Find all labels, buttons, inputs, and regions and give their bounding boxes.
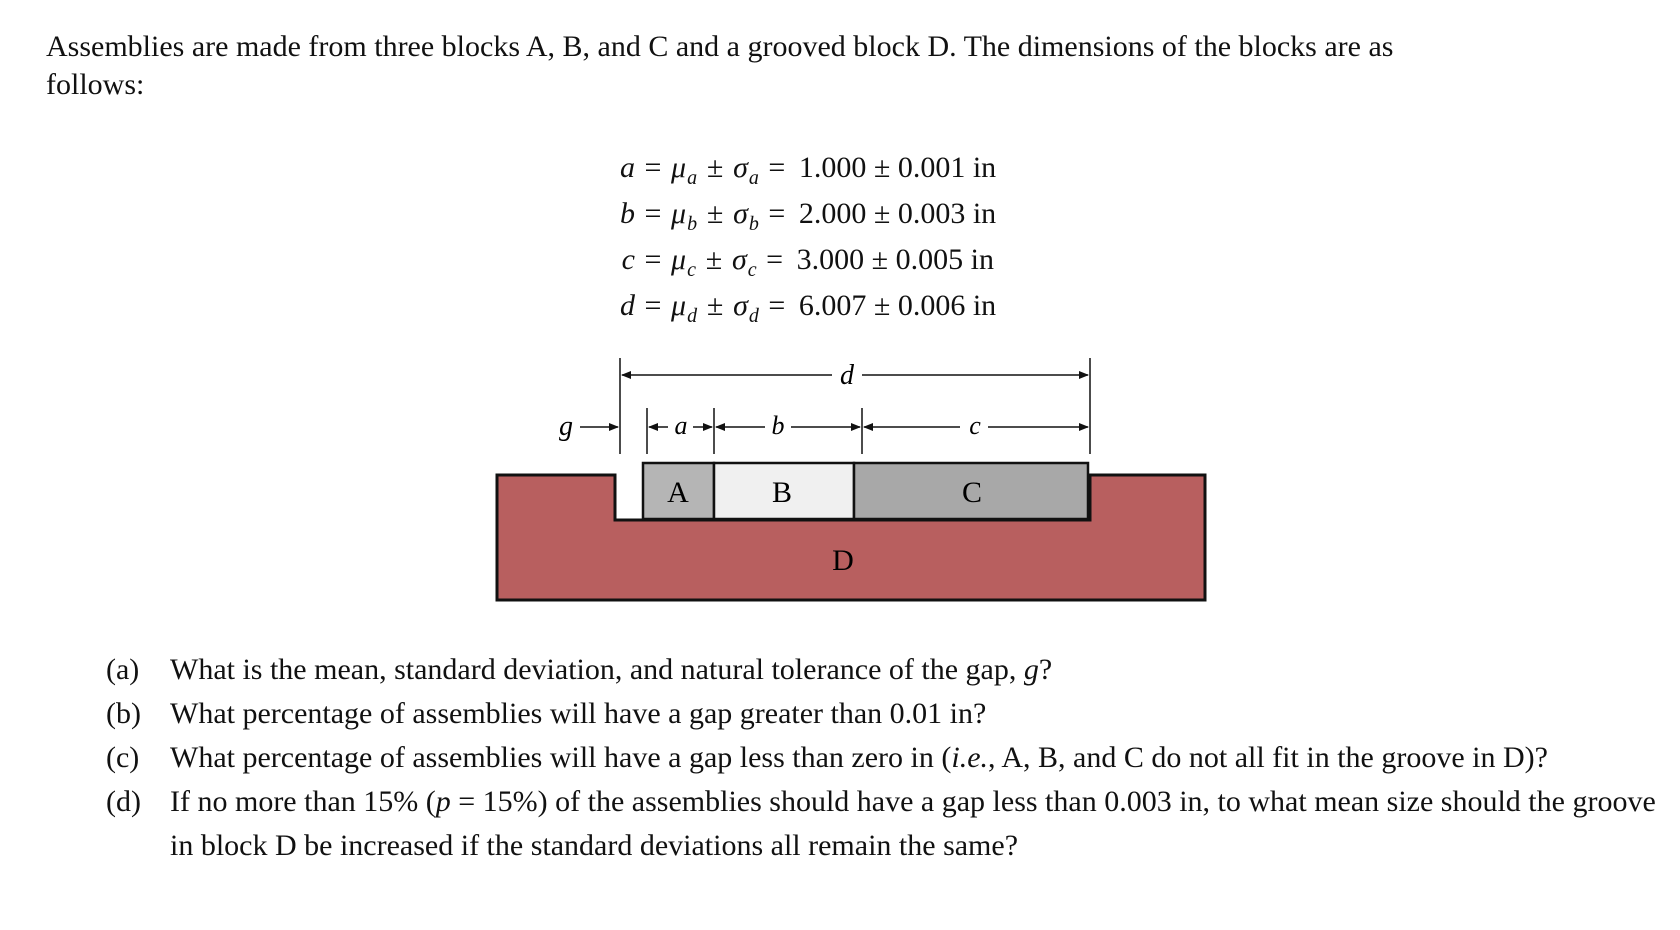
problem-intro [46, 28, 1646, 104]
block-a-label: A [667, 476, 689, 509]
question-a: (a) What is the mean, standard deviation, and natural tolerance of the gap, g? [106, 648, 1666, 692]
equation-variable: a [620, 151, 635, 184]
block-d-label: D [832, 544, 854, 577]
equation-variable: b [620, 197, 635, 230]
dimension-label-d: d [840, 360, 854, 391]
question-label: (b) [106, 697, 141, 730]
intro-line-2: follows: [46, 68, 145, 101]
question-label: (a) [106, 653, 140, 686]
question-label: (c) [106, 741, 140, 774]
equation-b: b = μ b ± σ b = 2.000 ± 0.003 in [605, 191, 1125, 237]
dimension-label-b: b [771, 411, 785, 440]
block-b-label: B [771, 476, 793, 509]
equation-value: 1.000 ± 0.001 in [798, 151, 997, 184]
dimension-label-g: g [559, 411, 573, 442]
equation-d: d = μ d ± σ d = 6.007 ± 0.006 in [605, 283, 1125, 329]
equation-value: 6.007 ± 0.006 in [798, 289, 997, 322]
question-b: (b) What percentage of assemblies will have a gap greater than 0.01 in? [106, 692, 1666, 736]
dimension-equations [605, 145, 1125, 329]
question-label: (d) [106, 785, 141, 818]
question-list [106, 648, 1666, 868]
equation-a: a = μ a ± σ a = 1.000 ± 0.001 in [605, 145, 1125, 191]
block-c-label: C [961, 476, 983, 509]
equation-variable: c [621, 243, 635, 276]
question-d: (d) If no more than 15% (p = 15%) of the assemblies should have a gap less than 0.003 in, to what mean size should the groove in block D be increased if the standard deviations all remain the same? [106, 780, 1666, 868]
assembly-diagram [0, 330, 1680, 610]
equation-c: c = μ c ± σ c = 3.000 ± 0.005 in [605, 237, 1125, 283]
intro-line-1: Assemblies are made from three blocks A, B, and C and a grooved block D. The dimensions of the blocks are as [46, 30, 1394, 63]
dimension-label-c: c [969, 411, 981, 440]
question-c: (c) What percentage of assemblies will have a gap less than zero in (i.e., A, B, and C do not all fit in the groove in D)? [106, 736, 1666, 780]
equation-variable: d [620, 289, 635, 322]
equation-value: 3.000 ± 0.005 in [796, 243, 994, 276]
dimension-label-a: a [674, 411, 688, 440]
equation-value: 2.000 ± 0.003 in [798, 197, 997, 230]
